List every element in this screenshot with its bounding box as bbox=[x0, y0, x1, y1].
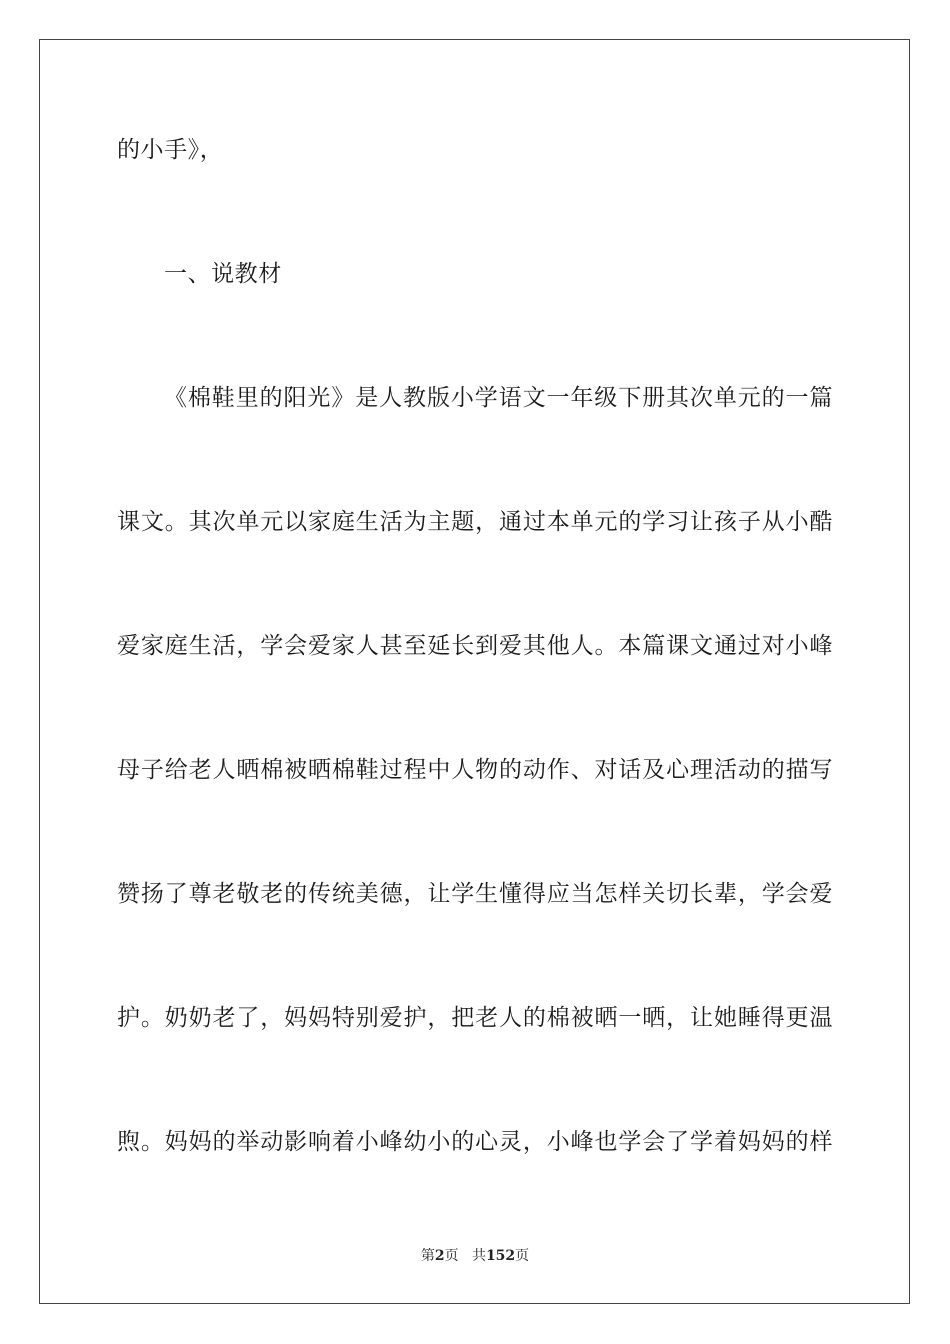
text-line-7: 赞扬了尊老敬老的传统美德，让学生懂得应当怎样关切长辈，学会爱 bbox=[117, 881, 833, 907]
text-line-8: 护。奶奶老了，妈妈特别爱护，把老人的棉被晒一晒，让她睡得更温 bbox=[117, 1005, 833, 1031]
page-number: 2 bbox=[434, 1248, 445, 1264]
text-line-6: 母子给老人晒棉被晒棉鞋过程中人物的动作、对话及心理活动的描写 bbox=[117, 757, 833, 783]
text-line-9: 煦。妈妈的举动影响着小峰幼小的心灵，小峰也学会了学着妈妈的样 bbox=[117, 1129, 833, 1155]
text-line-4: 课文。其次单元以家庭生活为主题，通过本单元的学习让孩子从小酷 bbox=[117, 509, 833, 535]
page-suffix: 页 bbox=[444, 1248, 459, 1264]
page-border bbox=[39, 39, 910, 1304]
text-line-5: 爱家庭生活，学会爱家人甚至延长到爱其他人。本篇课文通过对小峰 bbox=[117, 633, 833, 659]
page-footer bbox=[0, 1247, 950, 1265]
total-suffix: 页 bbox=[515, 1248, 530, 1264]
total-pages: 152 bbox=[485, 1248, 516, 1264]
section-heading: 一、说教材 bbox=[164, 261, 282, 287]
page-prefix: 第 bbox=[420, 1248, 435, 1264]
text-line-1: 的小手》， bbox=[117, 137, 224, 163]
text-line-3: 《棉鞋里的阳光》是人教版小学语文一年级下册其次单元的一篇 bbox=[164, 385, 833, 411]
total-prefix: 共 bbox=[471, 1248, 486, 1264]
